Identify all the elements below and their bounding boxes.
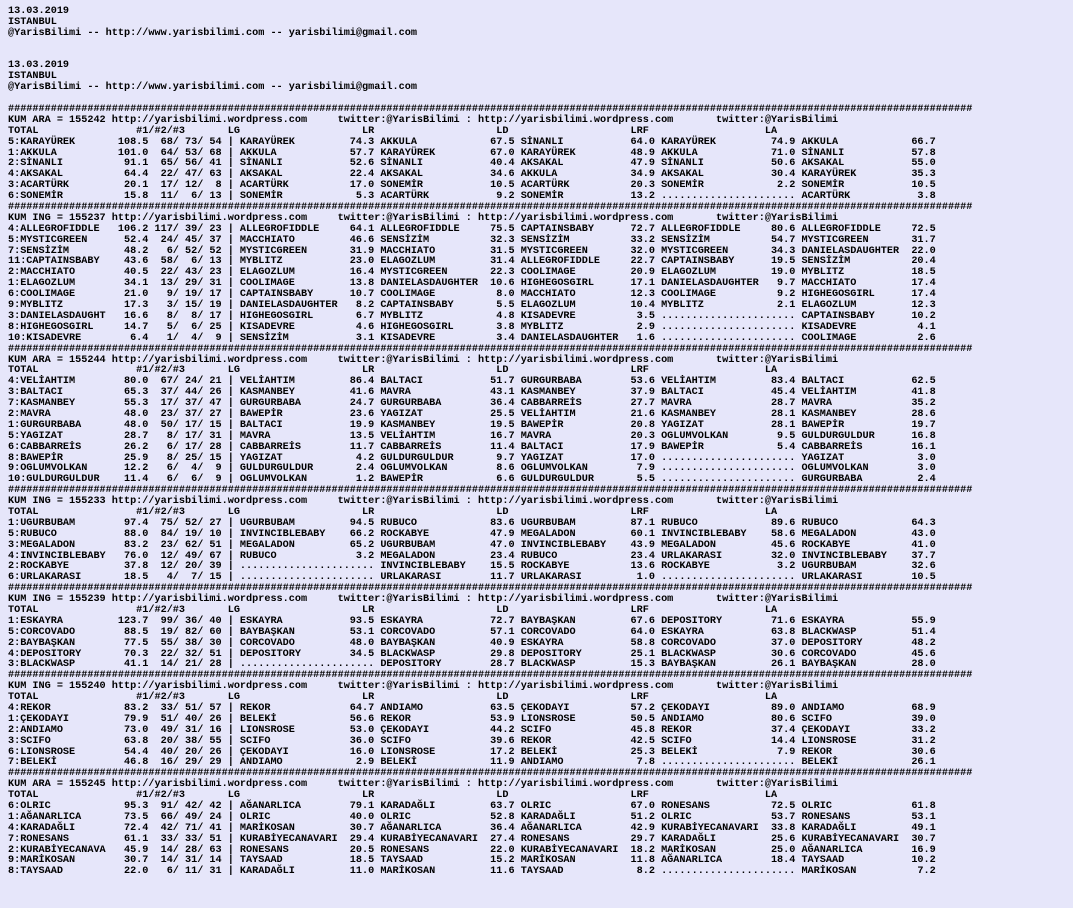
report-line: 2:ROCKABYE 37.8 12/ 20/ 39 | ...................... INVINCIBLEBABY 15.5 ROCKABYE 13.6 ROCKABYE 3.2 UGURBUBAM 32.6 (8, 561, 936, 573)
report-line: @YarisBilimi -- http://www.yarisbilimi.com -- yarisbilimi@gmail.com (8, 82, 417, 94)
report-line: 7:RONESANS 61.1 33/ 33/ 51 | KURABİYECANAVARI 29.4 KURABİYECANAVARI 27.4 RONESANS 29.7 KARADAĞLI 25.6 KURABİYECANAVARI 30.7 (8, 833, 936, 845)
report-line: TOTAL #1/#2/#3 LG LR LD LRF LA (8, 692, 778, 704)
report-line: 1:GURGURBABA 48.0 50/ 17/ 15 | BALTACI 19.9 KASMANBEY 19.5 BAWEPİR 20.8 YAGIZAT 28.1 BAWEPİR 19.7 (8, 419, 936, 431)
report-line: 4:KARADAĞLI 72.4 42/ 71/ 41 | MARİKOSAN 30.7 AĞANARLICA 36.4 AĞANARLICA 42.9 KURABİYECANAVARI 33.8 KARADAĞLI 49.1 (8, 822, 936, 834)
report-line: 11:CAPTAINSBABY 43.6 58/ 6/ 13 | MYBLITZ 23.0 ELAGOZLUM 31.4 ALLEGROFIDDLE 22.7 CAPTAINSBABY 19.5 SENSİZİM 20.4 (8, 256, 936, 268)
report-line: 4:REKOR 83.2 33/ 51/ 57 | REKOR 64.7 ANDIAMO 63.5 ÇEKODAYI 57.2 ÇEKODAYI 89.0 ANDIAMO 68.9 (8, 703, 936, 714)
report-line: ISTANBUL (8, 16, 57, 28)
report-line: TOTAL #1/#2/#3 LG LR LD LRF LA (8, 125, 778, 137)
report-line: ############################################################################################################################################################## (8, 583, 973, 595)
report-line: 4:AKSAKAL 64.4 22/ 47/ 63 | AKSAKAL 22.4 AKSAKAL 34.6 AKKULA 34.9 AKSAKAL 30.4 KARAYÜREK 35.3 (8, 169, 936, 181)
report-line: 8:TAYSAAD 22.0 6/ 11/ 31 | KARADAĞLI 11.0 MARİKOSAN 11.6 TAYSAAD 8.2 ...................... MARİKOSAN 7.2 (8, 866, 936, 878)
report-line: 9:MARİKOSAN 30.7 14/ 31/ 14 | TAYSAAD 18.5 TAYSAAD 15.2 MARİKOSAN 11.8 AĞANARLICA 18.4 TAYSAAD 10.2 (8, 855, 936, 867)
report-line: 2:MACCHIATO 40.5 22/ 43/ 23 | ELAGOZLUM 16.4 MYSTICGREEN 22.3 COOLIMAGE 20.9 ELAGOZLUM 19.0 MYBLITZ 18.5 (8, 267, 936, 279)
report-line: 4:DEPOSITORY 70.3 22/ 32/ 51 | DEPOSITORY 34.5 BLACKWASP 29.8 DEPOSITORY 25.1 BLACKWASP 30.6 CORCOVADO 45.6 (8, 648, 936, 660)
report-line: 2:BAYBAŞKAN 77.5 55/ 38/ 30 | CORCOVADO 48.0 BAYBAŞKAN 40.9 ESKAYRA 58.8 CORCOVADO 37.0 DEPOSITORY 48.2 (8, 637, 936, 649)
report-line: TOTAL #1/#2/#3 LG LR LD LRF LA (8, 506, 778, 518)
report-line: 1:UGURBUBAM 97.4 75/ 52/ 27 | UGURBUBAM 94.5 RUBUCO 83.6 UGURBUBAM 87.1 RUBUCO 89.6 RUBUCO 64.3 (8, 517, 936, 529)
report-line: 1:ELAGOZLUM 34.1 13/ 29/ 31 | COOLIMAGE 13.8 DANIELASDAUGHTER 10.6 HIGHEGOSGIRL 17.1 DANIELASDAUGHTER 9.7 MACCHIATO 17.4 (8, 278, 936, 290)
report-line: KUM ARA = 155244 http://yarisbilimi.wordpress.com twitter:@YarisBilimi : http://yarisbilimi.wordpress.com twitter:@YarisBilimi (8, 354, 839, 366)
report-line: ############################################################################################################################################################## (8, 343, 973, 355)
report-line: 3:SCIFO 63.8 20/ 38/ 55 | SCIFO 36.0 SCIFO 39.6 REKOR 42.5 SCIFO 14.4 LIONSROSE 31.2 (8, 735, 936, 747)
report-line: KUM ING = 155240 http://yarisbilimi.wordpress.com twitter:@YarisBilimi : http://yarisbilimi.wordpress.com twitter:@YarisBilimi (8, 681, 839, 693)
report-line: 6:OLRIC 95.3 91/ 42/ 42 | AĞANARLICA 79.1 KARADAĞLI 63.7 OLRIC 67.0 RONESANS 72.5 OLRIC 61.8 (8, 801, 936, 813)
report-line: 5:CORCOVADO 88.5 19/ 82/ 60 | BAYBAŞKAN 53.1 CORCOVADO 57.1 CORCOVADO 64.0 ESKAYRA 63.8 BLACKWASP 51.4 (8, 626, 936, 638)
report-line: 1:ESKAYRA 123.7 99/ 36/ 40 | ESKAYRA 93.5 ESKAYRA 72.7 BAYBAŞKAN 67.6 DEPOSITORY 71.6 ESKAYRA 55.9 (8, 615, 936, 627)
report-line: ############################################################################################################################################################## (8, 485, 973, 497)
report-line: 5:MYSTICGREEN 52.4 24/ 45/ 37 | MACCHIATO 46.6 SENSİZİM 32.3 SENSİZİM 33.2 SENSİZİM 54.7 MYSTICGREEN 31.7 (8, 234, 936, 246)
report-line: 3:MEGALADON 83.2 23/ 62/ 51 | MEGALADON 65.2 UGURBUBAM 47.0 INVINCIBLEBABY 43.9 MEGALADON 45.6 ROCKABYE 41.0 (8, 539, 936, 551)
report-line: ############################################################################################################################################################## (8, 670, 973, 682)
report-line: 8:BAWEPİR 25.9 8/ 25/ 15 | YAGIZAT 4.2 GULDURGULDUR 9.7 YAGIZAT 17.0 ...................... YAGIZAT 3.0 (8, 452, 936, 464)
report-line: 2:MAVRA 48.0 23/ 37/ 27 | BAWEPİR 23.6 YAGIZAT 25.5 VELİAHTIM 21.6 KASMANBEY 28.1 KASMANBEY 28.6 (8, 408, 936, 420)
report-line: TOTAL #1/#2/#3 LG LR LD LRF LA (8, 604, 778, 616)
report-line: 6:CABBARREİS 26.2 6/ 17/ 28 | CABBARREİS 11.7 CABBARREİS 11.4 BALTACI 17.9 BAWEPİR 5.4 CABBARREİS 16.1 (8, 441, 936, 453)
report-line: @YarisBilimi -- http://www.yarisbilimi.com -- yarisbilimi@gmail.com (8, 27, 417, 39)
report-line: 4:ALLEGROFIDDLE 106.2 117/ 39/ 23 | ALLEGROFIDDLE 64.1 ALLEGROFIDDLE 75.5 CAPTAINSBABY 72.7 ALLEGROFIDDLE 80.6 ALLEGROFIDDLE 72.5 (8, 223, 936, 235)
report-line: KUM ING = 155233 http://yarisbilimi.wordpress.com twitter:@YarisBilimi : http://yarisbilimi.wordpress.com twitter:@YarisBilimi (8, 496, 839, 508)
report-line: ############################################################################################################################################################## (8, 202, 973, 214)
report-line: 7:BELEKİ 46.8 16/ 29/ 29 | ANDIAMO 2.9 BELEKİ 11.9 ANDIAMO 7.8 ...................... BELEKİ 26.1 (8, 757, 936, 769)
report-line: TOTAL #1/#2/#3 LG LR LD LRF LA (8, 365, 778, 377)
report-line: 4:INVINCIBLEBABY 76.0 12/ 49/ 67 | RUBUCO 3.2 MEGALADON 23.4 RUBUCO 23.4 URLAKARASI 32.0 INVINCIBLEBABY 37.7 (8, 550, 936, 562)
report-line: 7:SENSİZİM 48.2 6/ 52/ 52 | MYSTICGREEN 31.9 MACCHIATO 31.5 MYSTICGREEN 32.0 MYSTICGREEN 34.3 DANIELASDAUGHTER 22.0 (8, 245, 936, 257)
report-line: 3:DANIELASDAUGHT 16.6 8/ 8/ 17 | HIGHEGOSGIRL 6.7 MYBLITZ 4.8 KISADEVRE 3.5 ...................... CAPTAINSBABY 10.2 (8, 310, 936, 322)
report-line: 9:MYBLITZ 17.3 3/ 15/ 19 | DANIELASDAUGHTER 8.2 CAPTAINSBABY 5.5 ELAGOZLUM 10.4 MYBLITZ 2.1 ELAGOZLUM 12.3 (8, 300, 936, 312)
report-line: 10:KISADEVRE 6.4 1/ 4/ 9 | SENSİZİM 3.1 KISADEVRE 3.4 DANIELASDAUGHTER 1.6 ...................... COOLIMAGE 2.6 (8, 332, 936, 344)
report-line: 6:SONEMİR 15.8 11/ 6/ 13 | SONEMİR 5.3 ACARTÜRK 9.2 SONEMİR 13.2 ...................... ACARTÜRK 3.8 (8, 191, 936, 203)
report-line: 8:HIGHEGOSGIRL 14.7 5/ 6/ 25 | KISADEVRE 4.6 HIGHEGOSGIRL 3.8 MYBLITZ 2.9 ...................... KISADEVRE 4.1 (8, 321, 936, 333)
report-line: ############################################################################################################################################################## (8, 104, 973, 116)
report-line: TOTAL #1/#2/#3 LG LR LD LRF LA (8, 790, 778, 802)
report-line (8, 40, 1073, 51)
report-line: 13.03.2019 (8, 6, 70, 17)
report-line: 6:LIONSROSE 54.4 40/ 20/ 26 | ÇEKODAYI 16.0 LIONSROSE 17.2 BELEKİ 25.3 BELEKİ 7.9 REKOR 30.6 (8, 746, 936, 758)
report-line: KUM ING = 155237 http://yarisbilimi.wordpress.com twitter:@YarisBilimi : http://yarisbilimi.wordpress.com twitter:@YarisBilimi (8, 212, 839, 224)
report-line (8, 51, 1073, 62)
report-line: ISTANBUL (8, 71, 57, 83)
report-line: 5:RUBUCO 88.0 84/ 19/ 10 | INVINCIBLEBABY 66.2 ROCKABYE 47.9 MEGALADON 60.1 INVINCIBLEBABY 58.6 MEGALADON 43.0 (8, 528, 936, 540)
report-line: 13.03.2019 (8, 60, 70, 72)
report-line: 5:YAGIZAT 28.7 8/ 17/ 31 | MAVRA 13.5 VELİAHTIM 16.7 MAVRA 20.3 OGLUMVOLKAN 9.5 GULDURGULDUR 16.8 (8, 430, 936, 442)
report-line: 10:GULDURGULDUR 11.4 6/ 6/ 9 | OGLUMVOLKAN 1.2 BAWEPİR 6.6 GULDURGULDUR 5.5 ...................... GURGURBABA 2.4 (8, 474, 936, 486)
report-line: 2:KURABİYECANAVA 45.9 14/ 28/ 63 | RONESANS 20.5 RONESANS 22.0 KURABİYECANAVARI 18.2 MARİKOSAN 25.0 AĞANARLICA 16.9 (8, 844, 936, 856)
report-line: 3:BALTACI 65.3 37/ 44/ 26 | KASMANBEY 41.6 MAVRA 43.1 KASMANBEY 37.9 BALTACI 45.4 VELİAHTIM 41.8 (8, 387, 936, 399)
report-line: 7:KASMANBEY 55.3 17/ 37/ 47 | GURGURBABA 24.7 GURGURBABA 36.4 CABBARREİS 27.7 MAVRA 28.7 MAVRA 35.2 (8, 398, 936, 410)
report-line: 3:ACARTÜRK 20.1 17/ 12/ 8 | ACARTÜRK 17.0 SONEMİR 10.5 ACARTÜRK 20.3 SONEMİR 2.2 SONEMİR 10.5 (8, 180, 936, 192)
report-line: 2:ANDIAMO 73.0 49/ 31/ 16 | LIONSROSE 53.0 ÇEKODAYI 44.2 SCIFO 45.8 REKOR 37.4 ÇEKODAYI 33.2 (8, 724, 936, 736)
report-line: 2:SİNANLI 91.1 65/ 56/ 41 | SİNANLI 52.6 SİNANLI 40.4 AKSAKAL 47.9 SİNANLI 50.6 AKSAKAL 55.0 (8, 158, 936, 170)
report-line: 1:AĞANARLICA 73.5 66/ 49/ 24 | OLRIC 40.0 OLRIC 52.8 KARADAĞLI 51.2 OLRIC 53.7 RONESANS 53.1 (8, 811, 936, 823)
report-line: 6:COOLIMAGE 21.0 9/ 19/ 17 | CAPTAINSBABY 10.7 COOLIMAGE 8.0 MACCHIATO 12.3 COOLIMAGE 9.2 HIGHEGOSGIRL 17.4 (8, 289, 936, 301)
report-line: 9:OGLUMVOLKAN 12.2 6/ 4/ 9 | GULDURGULDUR 2.4 OGLUMVOLKAN 8.6 OGLUMVOLKAN 7.9 ...................... OGLUMVOLKAN 3.0 (8, 463, 936, 475)
report-line: 6:URLAKARASI 18.5 4/ 7/ 15 | ...................... URLAKARASI 11.7 URLAKARASI 1.0 ...................... URLAKARASI 10.5 (8, 572, 936, 584)
report-line: KUM ARA = 155245 http://yarisbilimi.wordpress.com twitter:@YarisBilimi : http://yarisbilimi.wordpress.com twitter:@YarisBilimi (8, 779, 839, 791)
report-line: ############################################################################################################################################################## (8, 768, 973, 780)
report-line: 4:VELİAHTIM 80.0 67/ 24/ 21 | VELİAHTIM 86.4 BALTACI 51.7 GURGURBABA 53.6 VELİAHTIM 83.4 BALTACI 62.5 (8, 376, 936, 388)
report-line: 1:AKKULA 101.0 64/ 53/ 68 | AKKULA 57.7 KARAYÜREK 67.0 KARAYÜREK 48.9 AKKULA 71.0 SİNANLI 57.8 (8, 147, 936, 159)
report-line: KUM ING = 155239 http://yarisbilimi.wordpress.com twitter:@YarisBilimi : http://yarisbilimi.wordpress.com twitter:@YarisBilimi (8, 594, 839, 606)
report-line: 1:ÇEKODAYI 79.9 51/ 40/ 26 | BELEKİ 56.6 REKOR 53.9 LIONSROSE 50.5 ANDIAMO 80.6 SCIFO 39.0 (8, 713, 936, 725)
report-line: KUM ARA = 155242 http://yarisbilimi.wordpress.com twitter:@YarisBilimi : http://yarisbilimi.wordpress.com twitter:@YarisBilimi (8, 114, 839, 126)
report-line: 5:KARAYÜREK 108.5 68/ 73/ 54 | KARAYÜREK 74.3 AKKULA 67.5 SİNANLI 64.0 KARAYÜREK 74.9 AKKULA 66.7 (8, 136, 936, 148)
report-line: 3:BLACKWASP 41.1 14/ 21/ 28 | ...................... DEPOSITORY 28.7 BLACKWASP 15.3 BAYBAŞKAN 26.1 BAYBAŞKAN 28.0 (8, 659, 936, 671)
